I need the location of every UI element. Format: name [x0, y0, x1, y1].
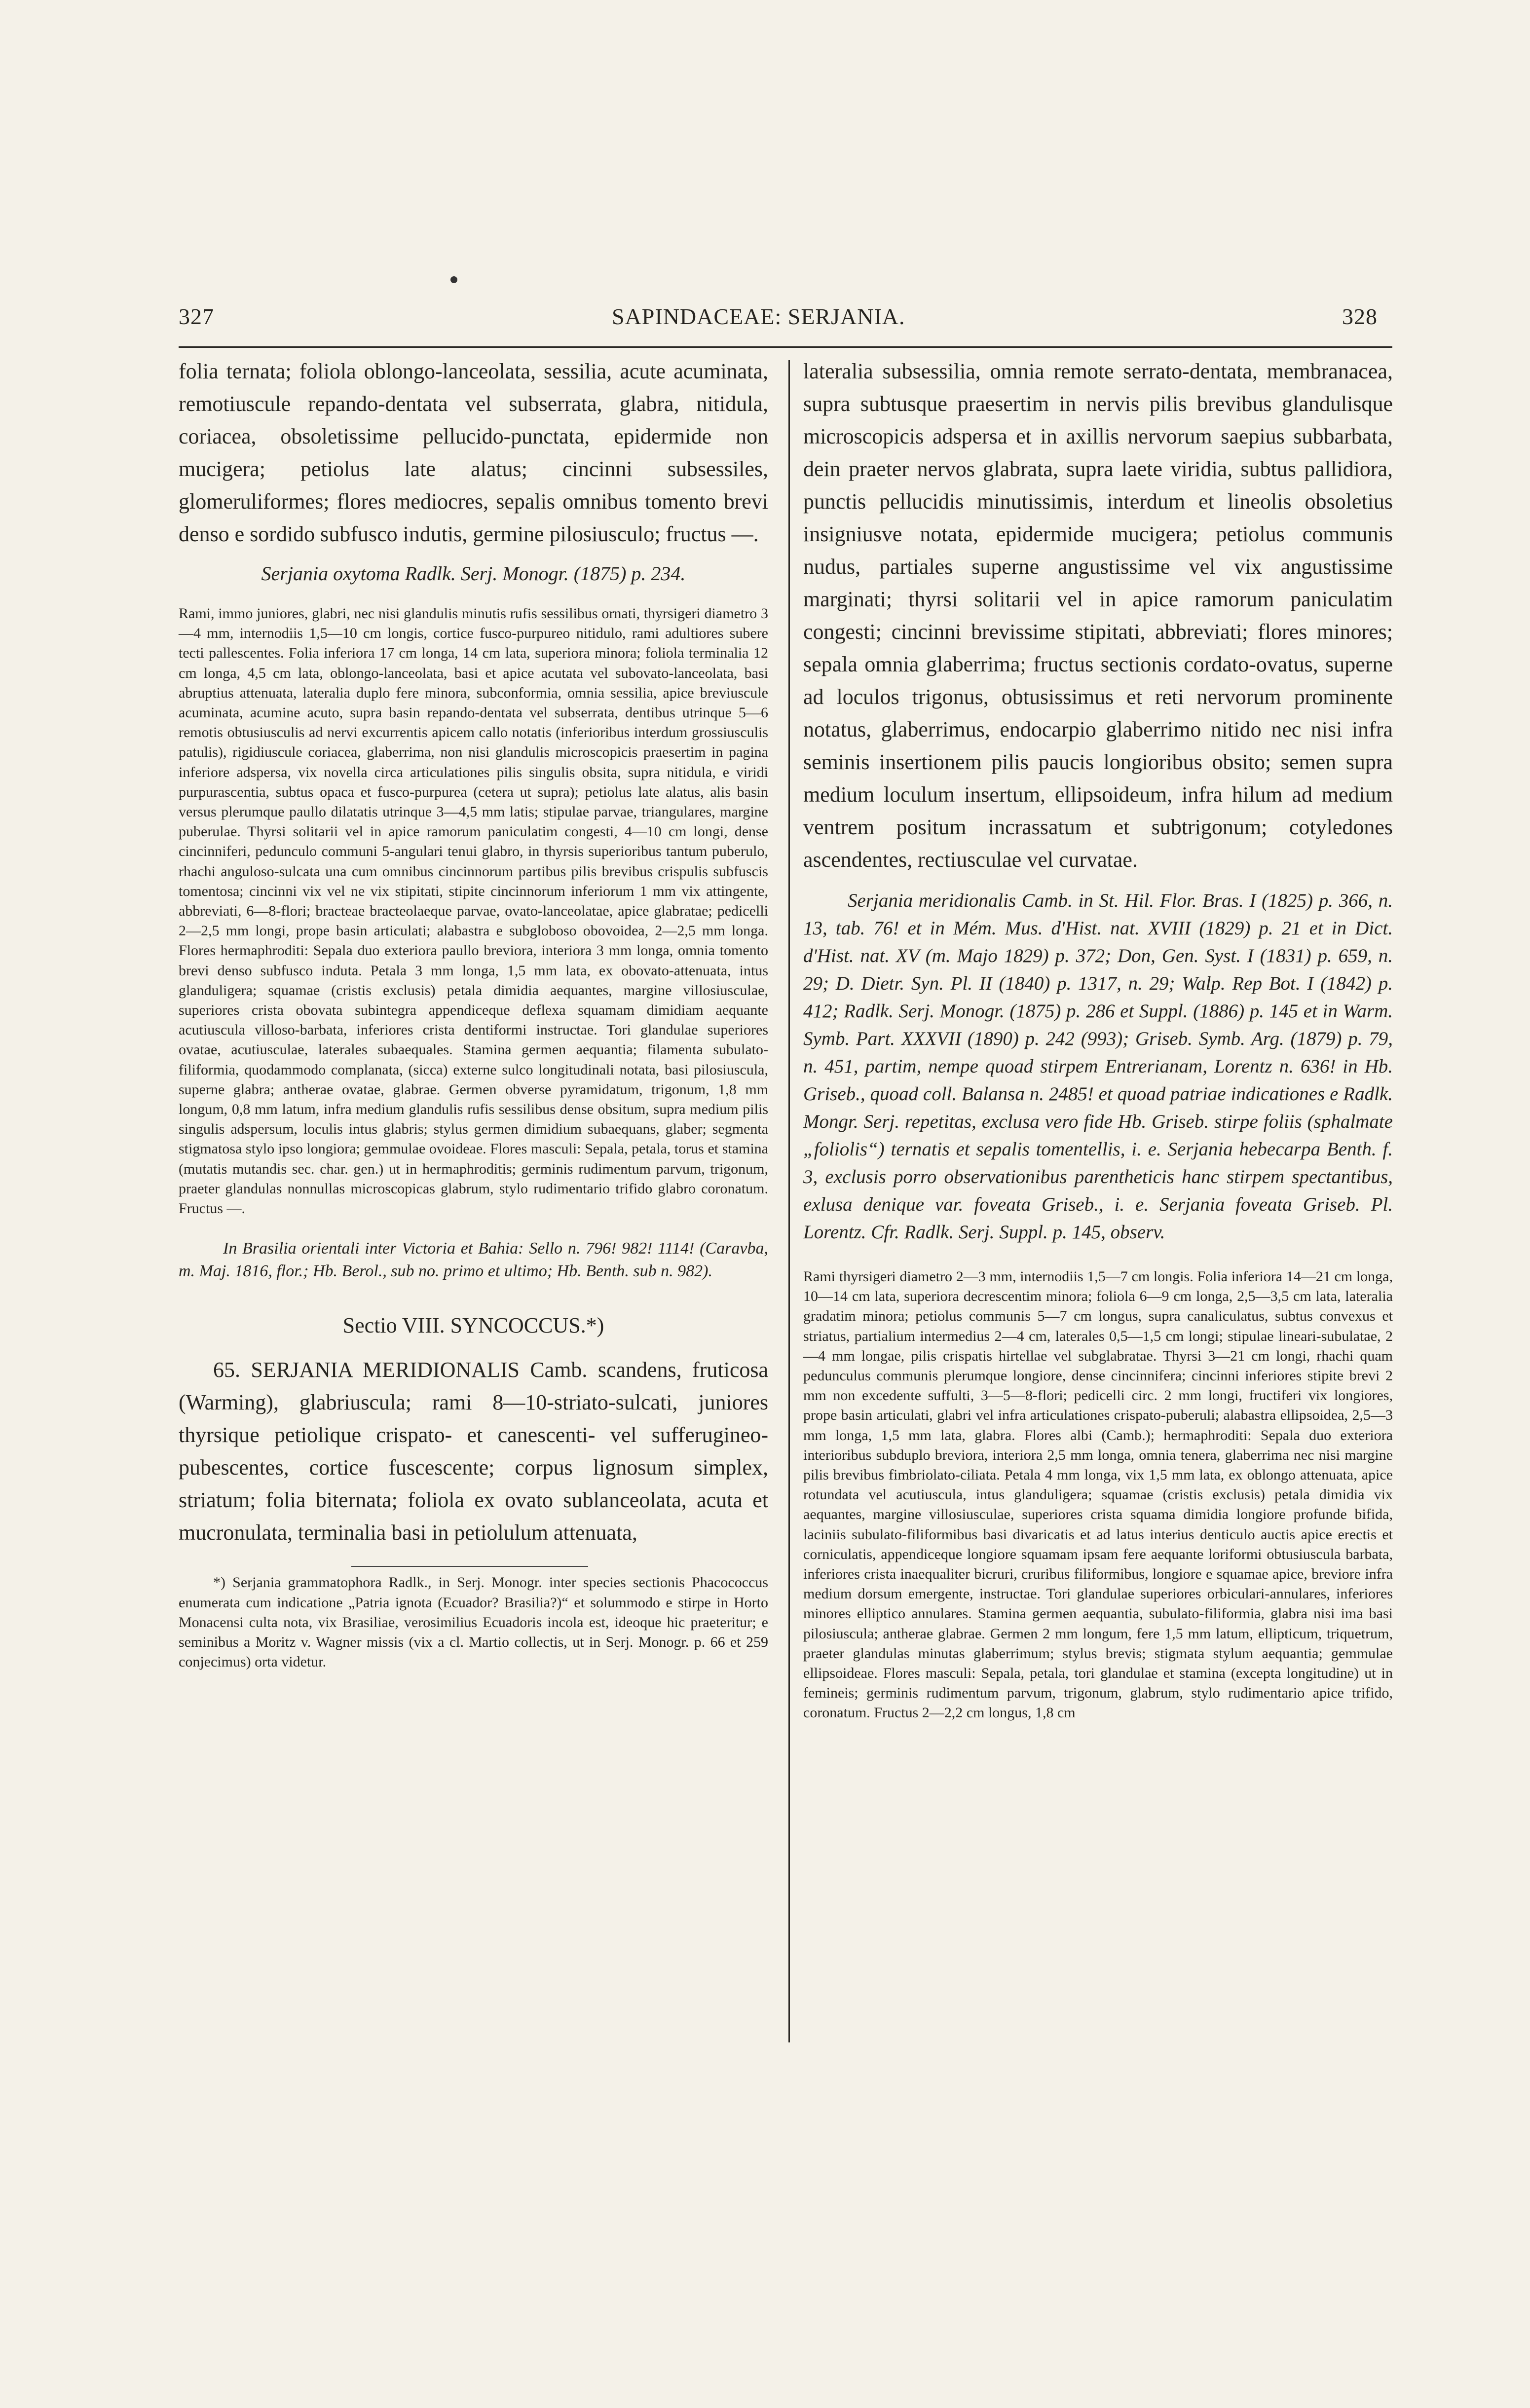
column-divider: [788, 360, 790, 2042]
right-description-continued: lateralia subsessilia, omnia remote serrato-dentata, membranacea, supra subtusque praesertim in nervis pilis brevibus glandulisque microscopicis adspersa et in axillis nervorum saepius subbarbata, dein praeter nervos glabrata, supra laete viridia, subtus pallidiora, punctis pellucidis minutissimis, interdum et lineolis obsoletius insigniusve notata, epidermide mucigera; petiolus communis nudus, partiales superne angustissime vel vix angustissime marginati; thyrsi solitarii vel in apice ramorum paniculatim congesti; cincinni brevissime stipitati, abbreviati; flores minores; sepala omnia glaberrima; fructus sectionis cordato-ovatus, superne ad loculos trigonus, obtusissimus et reti nervorum prominente notatus, glaberrimus, endocarpio glaberrimo nitido nec nisi infra seminis insertionem pilis paucis longioribus obsito; semen supra medium loculum insertum, ellipsoideum, infra hilum ad medium ventrem positum incrassatum et subtrigonum; cotyledones ascendentes, rectiusculae vel curvatae.: [803, 359, 1393, 872]
right-column: [803, 355, 1393, 1723]
left-column: [179, 355, 768, 1672]
right-detailed-description: Rami thyrsigeri diametro 2—3 mm, internodiis 1,5—7 cm longis. Folia inferiora 14—21 cm longa, 10—14 cm lata, superiora decrescentim minora; foliola 6—9 cm longa, 2,5—3,5 cm lata, lateralia gradatim minora; petiolus communis 5—7 cm longus, supra canaliculatus, subtus convexus et striatus, partialium intermedius 2—4 cm, laterales 0,5—1,5 cm longi; stipulae lineari-subulatae, 2—4 mm longae, pilis crispatis hirtellae vel subglabratae. Thyrsi 3—21 cm longi, rhachi quam pedunculus communis plerumque longiore, dense cincinnifera; cincinni inferiores stipite brevi 2 mm non excedente suffulti, 3—5—8-flori; pedicelli circ. 2 mm longi, fructiferi vix longiores, prope basin articulati, glabri vel infra articulationes crispato-puberuli; alabastra ellipsoidea, 2,5—3 mm longa, 1,5 mm lata, glabra. Flores albi (Camb.); hermaphroditi: Sepala duo exteriora interioribus subduplo breviora, interiora 2,5 mm longa, omnia tenera, glaberrima nec nisi margine pilis brevibus fimbriolato-ciliata. Petala 4 mm longa, vix 1,5 mm lata, ex oblongo attenuata, apice rotundata vel acutiuscula, intus glanduligera; squamae (cristis exclusis) petala dimidia vix aequantes, margine villosiusculae, superiores crista squama dimidia longiore profunde bifida, laciniis subulato-filiformibus basi divaricatis et ad latus interius denticulo auctis apice erectis et corniculatis, appendiceque longiore squamam ipsam fere aequante loriformi obtusiuscula barbata, inferiores crista inaequaliter bicruri, cruribus filiformibus, longiore e squamae apice, breviore infra medium dorsum emergente, instructae. Tori glandulae superiores orbiculari-annulares, inferiores minores elliptico annulares. Stamina germen aequantia, subulato-filiformia, glabra nisi ima basi pilosiuscula; antherae glabrae. Germen 2 mm longum, fere 1,5 mm latum, ellipticum, triquetrum, praeter glandulas minutas glaberrimum; stylus brevis; stigmata stylum aequantia; gemmulae ellipsoideae. Flores masculi: Sepala, petala, tori glandulae et stamina (excepta longitudine) ut in femineis; germinis rudimentum parvum, trigonum, glabrum, stylo rudimentario apice trifido, coronatum. Fructus 2—2,2 cm longus, 1,8 cm: [803, 1268, 1393, 1721]
running-title: SAPINDACEAE: SERJANIA.: [612, 304, 905, 329]
right-synonymy: Serjania meridionalis Camb. in St. Hil. Flor. Bras. I (1825) p. 366, n. 13, tab. 76! et in Mém. Mus. d'Hist. nat. XVIII (1829) p. 21 et in Dict. d'Hist. nat. XV (m. Majo 1829) p. 372; Don, Gen. Syst. I (1831) p. 659, n. 29; D. Dietr. Syn. Pl. II (1840) p. 1317, n. 29; Walp. Rep Bot. I (1842) p. 412; Radlk. Serj. Monogr. (1875) p. 286 et Suppl. (1886) p. 145 et in Warm. Symb. Part. XXXVII (1890) p. 242 (993); Griseb. Symb. Arg. (1879) p. 79, n. 451, partim, nempe quoad stirpem Entrerianam, Lorentz n. 636! in Hb. Griseb., quoad coll. Balansa n. 2485! et quoad patriae indicationes e Radlk. Mongr. Serj. repetitas, exclusa vero fide Hb. Griseb. stirpe foliis (sphalmate „foliolis“) ternatis et sepalis tomentellis, i. e. Serjania hebecarpa Benth. f. 3, exclusis porro observationibus parentheticis hanc stirpem spectantibus, exlusa denique var. foveata Griseb., i. e. Serjania foveata Griseb. Pl. Lorentz. Cfr. Radlk. Serj. Suppl. p. 145, observ.: [803, 890, 1393, 1243]
footnote-rule: [351, 1566, 588, 1567]
page-number-right: 328: [1342, 304, 1378, 329]
left-locality: In Brasilia orientali inter Victoria et Bahia: Sello n. 796! 982! 1114! (Caravba, m. Maj. 1816, flor.; Hb. Berol., sub no. primo et ultimo; Hb. Benth. sub n. 982).: [179, 1239, 768, 1281]
left-synonym: Serjania oxytoma Radlk. Serj. Monogr. (1875) p. 234.: [261, 562, 686, 585]
left-detailed-description: Rami, immo juniores, glabri, nec nisi glandulis minutis rufis sessilibus ornati, thyrsigeri diametro 3—4 mm, internodiis 1,5—10 cm longis, cortice fusco-purpureo nitidulo, rami adultiores subere tecti pallescentes. Folia inferiora 17 cm longa, 14 cm lata, superiora minora; foliola terminalia 12 cm longa, 4,5 cm lata, oblongo-lanceolata, basi et apice acutata vel subovato-lanceolata, basi abruptius attenuata, lateralia duplo fere minora, subconformia, omnia sessilia, apice breviuscule acuminata, acumine acuto, supra basin repando-dentata vel subserrata, dentibus utrinque 5—6 remotis obtusiusculis ad nervi excurrentis apicem callo notatis (inferioribus interdum grossiusculis patulis), rigidiuscule coriacea, glaberrima, non nisi glandulis microscopicis praesertim in pagina inferiore adspersa, vix novella circa articulationes pilis singulis obsita, supra nitidula, e viridi purpurascentia, subtus opaca et fusco-purpurea (cetera ut supra); petiolus late alatus, alis basin versus plerumque paullo dilatatis utrinque 3—4,5 mm latis; stipulae parvae, triangulares, margine puberulae. Thyrsi solitarii vel in apice ramorum paniculatim congesti, 4—10 cm longi, dense cincinniferi, pedunculo communi 5-angulari tenui glabro, in thyrsis superioribus tantum puberulo, rhachi anguloso-sulcata una cum omnibus cincinnorum partibus pilis brevibus crispulis subfuscis tomentosa; cincinni vix vel ne vix stipitati, stipite cincinnorum inferiorum 1 mm vix attingente, abbreviati, 6—8-flori; bracteae bracteolaeque parvae, ovato-lanceolatae, apice glabratae; pedicelli 2—2,5 mm longi, prope basin articulati; alabastra e subgloboso obovoidea, 2—2,5 mm longa. Flores hermaphroditi: Sepala duo exteriora paullo breviora, interiora 3 mm longa, omnia tomento brevi denso subfusco induta. Petala 3 mm longa, 1,5 mm lata, ex obovato-attenuata, intus glanduligera; squamae (cristis exclusis) petala dimidia aequantes, margine villosiusculae, superiores crista obovata subintegra appendiceque deflexa squamam dimidiam aequante acutiuscula villoso-barbata, inferiores crista dentiformi instructae. Tori glandulae superiores ovatae, acutiusculae, laterales subaequales. Stamina germen aequantia; filamenta subulato-filiformia, quodammodo complanata, (sicca) externe sulco longitudinali notata, basi pilosiuscula, superne glabra; antherae ovatae, glabrae. Germen obverse pyramidatum, trigonum, 1,8 mm longum, 0,8 mm latum, infra medium glandulis rufis sessilibus dense obsitum, supra medium pilis singulis adspersum, loculis intus glabris; stylus germen dimidium subaequans, glaber; segmenta stigmatosa stylo ipso longiora; gemmulae ovoideae. Flores masculi: Sepala, petala, torus et stamina (mutatis mutandis sec. char. gen.) ut in hermaphroditis; germinis rudimentum parvum, trigonum, praeter glandulas nonnullas microscopicas glabrum, stylo rudimentario trifido glabro coronatum. Fructus —.: [179, 605, 768, 1217]
footnote: *) Serjania grammatophora Radlk., in Serj. Monogr. inter species sectionis Phacococcus enumerata cum indicatione „Patria ignota (Ecuador? Brasilia?)“ et solummodo e stirpe in Horto Monacensi culta nota, vix Brasiliae, verosimilius Ecuadoris incola est, ideoque hic praeteritur; e seminibus a Moritz v. Wagner missis (vix a cl. Martio collectis, ut in Serj. Monogr. p. 66 et 259 conjecimus) orta videtur.: [179, 1574, 768, 1670]
page-number-left: 327: [179, 304, 214, 329]
header-rule: [179, 346, 1392, 348]
species-heading: 65. SERJANIA MERIDIONALIS Camb. scandens, fruticosa (Warming), glabriuscula; rami 8—10-striato-sulcati, juniores thyrsique petiolique crispato- et canescenti- vel sufferugineo-pubescentes, cortice fuscescente; corpus lignosum simplex, striatum; folia biternata; foliola ex ovato sublanceolata, acuta et mucronulata, terminalia basi in petiolulum attenuata,: [179, 1358, 768, 1545]
section-heading: Sectio VIII. SYNCOCCUS.*): [342, 1313, 604, 1338]
ink-dot: [450, 276, 457, 283]
left-description-continued: folia ternata; foliola oblongo-lanceolata, sessilia, acute acuminata, remotiuscule repando-dentata vel subserrata, glabra, nitidula, coriacea, obsoletissime pellucido-punctata, epidermide non mucigera; petiolus late alatus; cincinni subsessiles, glomeruliformes; flores mediocres, sepalis omnibus tomento brevi denso e sordido subfusco indutis, germine pilosiusculo; fructus —.: [179, 359, 768, 546]
